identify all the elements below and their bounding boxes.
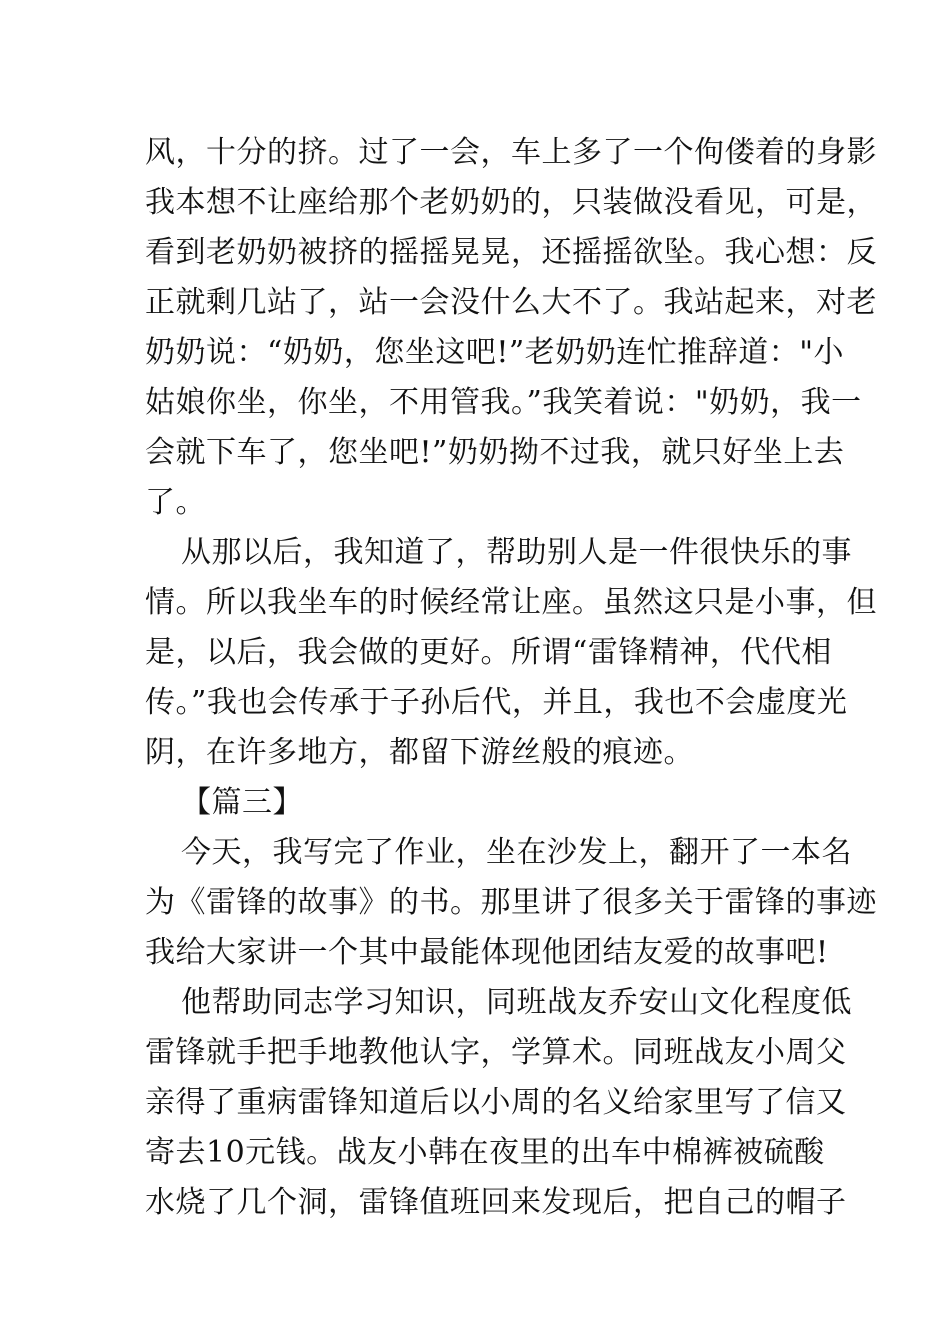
text-line: 水烧了几个洞，雷锋值班回来发现后，把自己的帽子 <box>145 1185 847 1220</box>
section-heading: 【篇三】 <box>181 785 303 820</box>
text-line: 雷锋就手把手地教他认字，学算术。同班战友小周父 <box>145 1035 847 1070</box>
text-line: 传。”我也会传承于子孙后代，并且，我也不会虚度光 <box>145 685 848 720</box>
text-line: 奶奶说：“奶奶，您坐这吧!”老奶奶连忙推辞道："小 <box>145 335 845 370</box>
text-line: 了。 <box>145 485 206 520</box>
paragraph-first-line: 他帮助同志学习知识，同班战友乔安山文化程度低 <box>181 985 852 1020</box>
paragraph-first-line: 从那以后，我知道了，帮助别人是一件很快乐的事 <box>181 535 852 570</box>
text-line: 会就下车了，您坐吧!”奶奶拗不过我，就只好坐上去 <box>145 435 845 470</box>
text-line: 我给大家讲一个其中最能体现他团结友爱的故事吧! <box>145 935 829 970</box>
text-line: 寄去10元钱。战友小韩在夜里的出车中棉裤被硫酸 <box>145 1135 825 1170</box>
paragraph-first-line: 今天，我写完了作业，坐在沙发上，翻开了一本名 <box>181 835 852 870</box>
text-line: 我本想不让座给那个老奶奶的，只装做没看见，可是， <box>145 185 877 220</box>
text-line: 姑娘你坐，你坐，不用管我。”我笑着说："奶奶，我一 <box>145 385 862 420</box>
text-line: 看到老奶奶被挤的摇摇晃晃，还摇摇欲坠。我心想：反 <box>145 235 877 270</box>
text-line: 正就剩几站了，站一会没什么大不了。我站起来，对老 <box>145 285 877 320</box>
text-line: 情。所以我坐车的时候经常让座。虽然这只是小事，但 <box>145 585 877 620</box>
text-line: 是，以后，我会做的更好。所谓“雷锋精神，代代相 <box>145 635 832 670</box>
text-line: 为《雷锋的故事》的书。那里讲了很多关于雷锋的事迹 <box>145 885 877 920</box>
text-line: 阴，在许多地方，都留下游丝般的痕迹。 <box>145 735 694 770</box>
text-line: 亲得了重病雷锋知道后以小周的名义给家里写了信又 <box>145 1085 847 1120</box>
document-body <box>145 128 877 1228</box>
text-line: 风，十分的挤。过了一会，车上多了一个佝偻着的身影 <box>145 135 877 170</box>
